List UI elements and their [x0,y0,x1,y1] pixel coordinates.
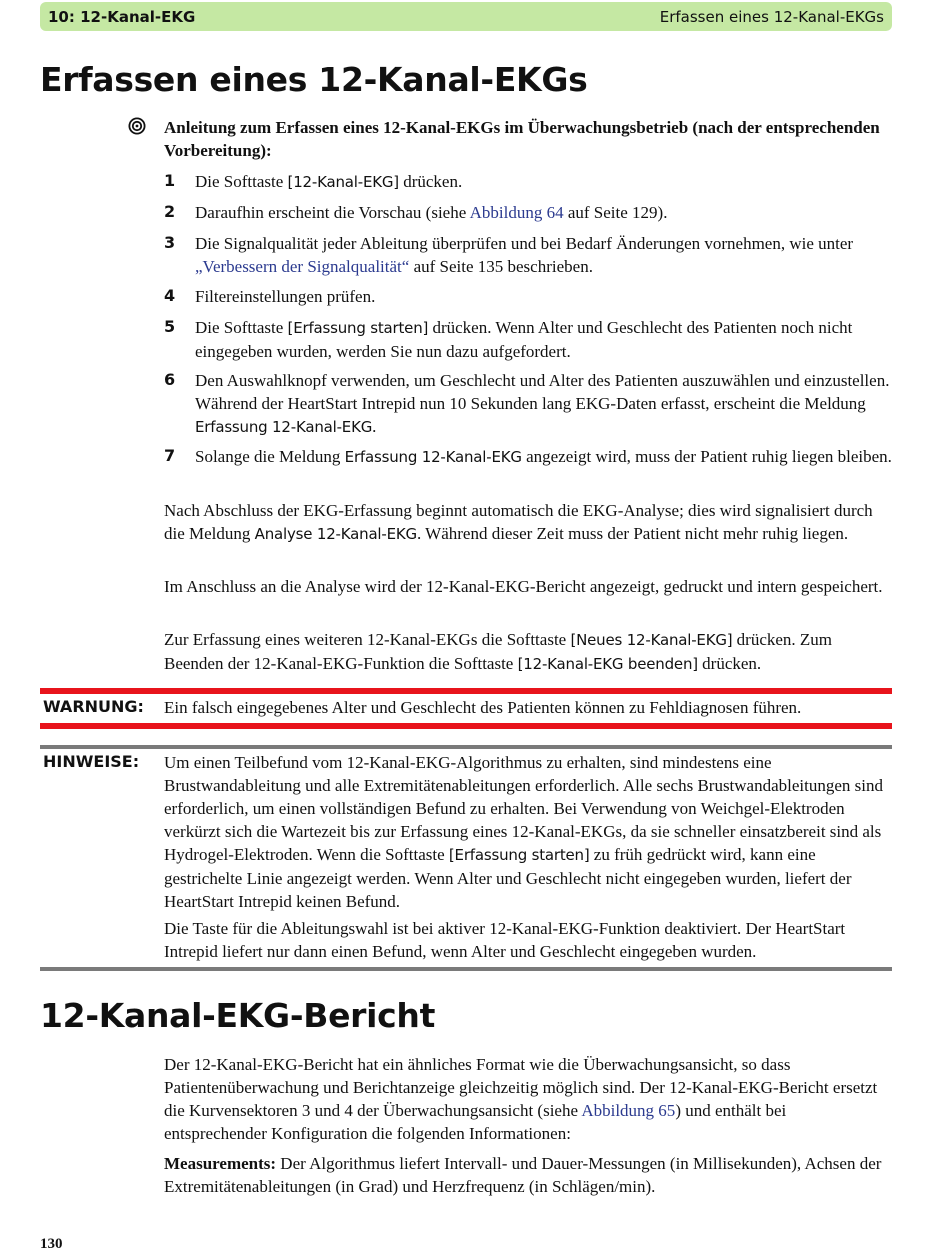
step-number-3: 3 [164,233,176,252]
step-number-6: 6 [164,370,176,389]
softkey-label: [Erfassung starten] [287,319,429,337]
link-abbildung-65[interactable]: Abbildung 65 [581,1101,676,1120]
measurements-label: Measurements: [164,1154,277,1173]
step-7: Solange die Meldung Erfassung 12-Kanal-EKG angezeigt wird, muss der Patient ruhig liegen bleiben. [195,447,892,466]
chapter-title: 10: 12-Kanal-EKG [48,7,196,26]
section-title: Erfassen eines 12-Kanal-EKGs [659,7,884,26]
step-3: Die Signalqualität jeder Ableitung überprüfen und bei Bedarf Änderungen vornehmen, wie unter „Verbessern der Signalqualität“ auf Seite 135 beschrieben. [195,234,854,276]
step-2: Daraufhin erscheint die Vorschau (siehe Abbildung 64 auf Seite 129). [195,203,668,222]
step-number-5: 5 [164,317,176,336]
softkey-label: [12-Kanal-EKG] [287,173,399,191]
step-5: Die Softtaste [Erfassung starten] drücken. Wenn Alter und Geschlecht des Patienten noch nicht eingegeben wurden, werden Sie nun dazu aufgefordert. [195,318,853,361]
step-number-4: 4 [164,286,176,305]
step-number-2: 2 [164,202,176,221]
step-4: Filtereinstellungen prüfen. [195,287,376,306]
step-6: Den Auswahlknopf verwenden, um Geschlecht und Alter des Patienten auszuwählen und einzustellen. Während der HeartStart Intrepid nun 10 Sekunden lang EKG-Daten erfasst, erscheint die Meldung Erfassung 12-Kanal-EKG. [195,371,890,436]
warning-bottom-rule [40,723,892,729]
notes-bottom-rule [40,967,892,971]
message-label: Erfassung 12-Kanal-EKG [195,418,373,436]
notes-label: HINWEISE: [43,752,140,771]
step-number-1: 1 [164,171,176,190]
heading-ekg-report: 12-Kanal-EKG-Bericht [40,996,436,1035]
notes-paragraph-2: Die Taste für die Ableitungswahl ist bei aktiver 12-Kanal-EKG-Funktion deaktiviert. Der HeartStart Intrepid liefert nur dann einen Befund, wenn Alter und Geschlecht eingegeben wurden. [164,919,846,961]
message-label: Erfassung 12-Kanal-EKG [344,448,522,466]
softkey-label: [Erfassung starten] [448,846,590,864]
warning-top-rule [40,688,892,694]
paragraph-measurements: Measurements: Der Algorithmus liefert Intervall- und Dauer-Messungen (in Millisekunden), Achsen der Extremitätenableitungen (in Grad) und Herzfrequenz (in Schlägen/min). [164,1154,882,1196]
target-icon [128,117,146,135]
link-abbildung-64[interactable]: Abbildung 64 [469,203,564,222]
warning-text: Ein falsch eingegebenes Alter und Geschlecht des Patienten können zu Fehldiagnosen führen. [164,698,802,717]
heading-capture-ekg: Erfassen eines 12-Kanal-EKGs [40,60,588,99]
message-label: Analyse 12-Kanal-EKG [254,525,417,543]
paragraph-new-ekg: Zur Erfassung eines weiteren 12-Kanal-EKGs die Softtaste [Neues 12-Kanal-EKG] drücken. Zum Beenden der 12-Kanal-EKG-Funktion die Softtaste [12-Kanal-EKG beenden] drücken. [164,630,833,673]
softkey-label: [Neues 12-Kanal-EKG] [570,631,733,649]
notes-paragraph-1: Um einen Teilbefund vom 12-Kanal-EKG-Algorithmus zu erhalten, sind mindestens eine Brustwandableitung und alle Extremitätenableitungen erforderlich. Alle sechs Brustwandableitungen sind erforderlich, um einen vollständigen Befund zu erhalten. Bei Verwendung von Weichgel-Elektroden verkürzt sich die Wartezeit bis zur Erfassung eines 12-Kanal-EKGs, da sie schneller einsatzbereit sind als Hydrogel-Elektroden. Wenn die Softtaste [Erfassung starten] zu früh gedrückt wird, kann eine gestrichelte Linie angezeigt werden. Wenn Alter und Geschlecht nicht eingegeben wurden, liefert der HeartStart Intrepid keinen Befund. [164,753,883,911]
paragraph-analysis: Nach Abschluss der EKG-Erfassung beginnt automatisch die EKG-Analyse; dies wird signalisiert durch die Meldung Analyse 12-Kanal-EKG. Während dieser Zeit muss der Patient nicht mehr ruhig liegen. [164,501,873,543]
warning-label: WARNUNG: [43,697,144,716]
notes-top-rule [40,745,892,749]
paragraph-report-display: Im Anschluss an die Analyse wird der 12-Kanal-EKG-Bericht angezeigt, gedruckt und intern gespeichert. [164,577,883,596]
step-1: Die Softtaste [12-Kanal-EKG] drücken. [195,172,463,191]
step-number-7: 7 [164,446,176,465]
paragraph-report-format: Der 12-Kanal-EKG-Bericht hat ein ähnliches Format wie die Überwachungsansicht, so dass Patientenüberwachung und Berichtanzeige gleichzeitig möglich sind. Der 12-Kanal-EKG-Bericht ersetzt die Kurvensektoren 3 und 4 der Überwachungsansicht (siehe Abbildung 65) und enthält bei entsprechender Konfiguration die folgenden Informationen: [164,1055,878,1143]
running-header [40,2,892,31]
softkey-label: [12-Kanal-EKG beenden] [517,655,698,673]
procedure-intro: Anleitung zum Erfassen eines 12-Kanal-EKGs im Überwachungsbetrieb (nach der entsprechenden Vorbereitung): [164,118,880,160]
link-signal-quality[interactable]: „Verbessern der Signalqualität“ [195,257,410,276]
page-number: 130 [40,1236,63,1252]
